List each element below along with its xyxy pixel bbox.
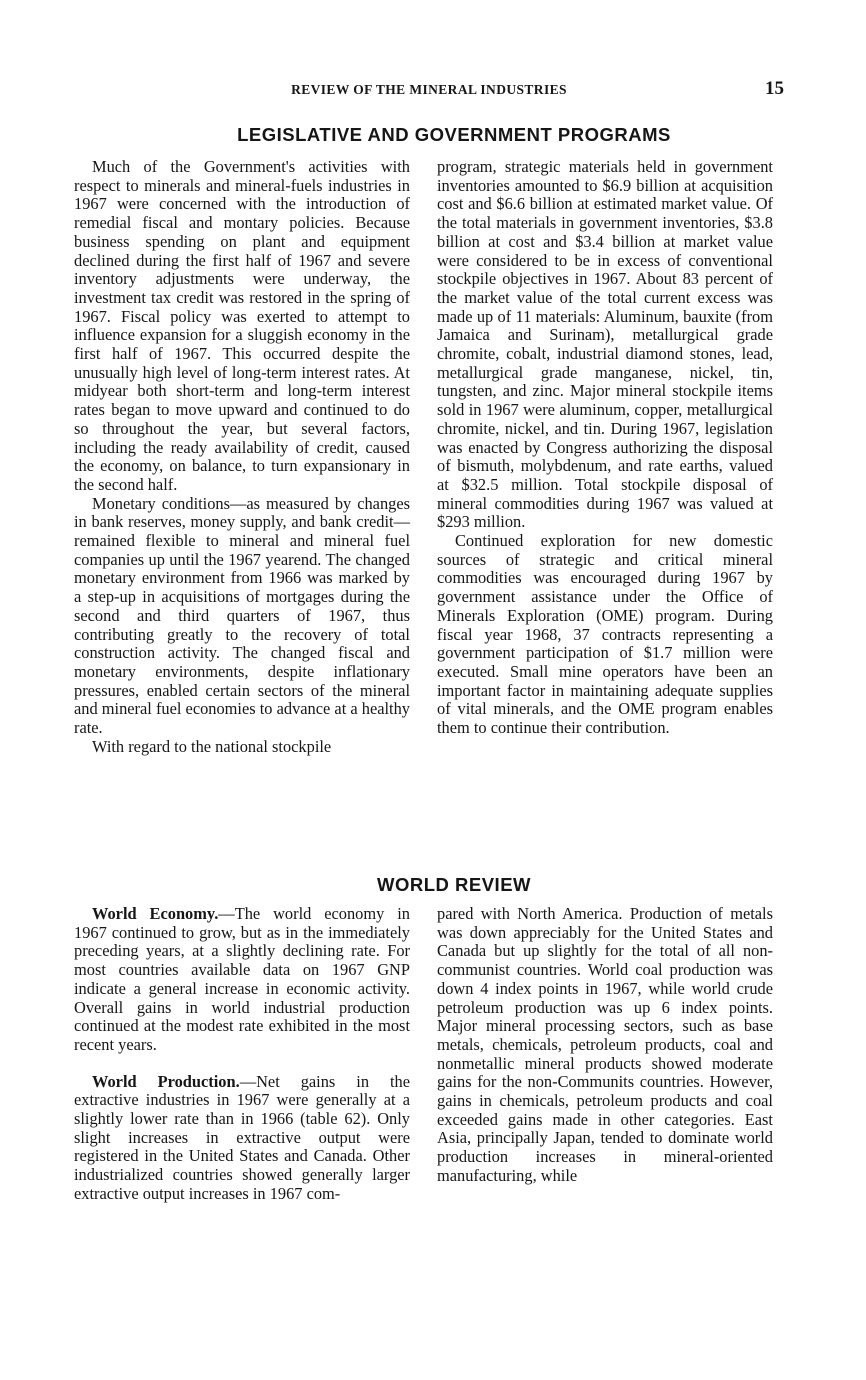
world-economy-paragraph (74, 905, 410, 1055)
world-production-runin: World Production. (92, 1071, 240, 1091)
legislative-paragraph-3-continued: program, strategic materials held in government inventories amounted to $6.9 billion at acquisition cost and $6.6 billion at estimated market value. Of the total materials in government inventories, $3.8 billion at cost and $3.4 billion at market value were considered to be in excess of conventional stockpile objectives in 1967. About 83 percent of the market value of the total current excess was made up of 11 materials: Aluminum, bauxite (from Jamaica and Surinam), metallurgical grade chromite, cobalt, industrial diamond stones, lead, metallurgical grade manganese, nickel, tin, tungsten, and zinc. Major mineral stockpile items sold in 1967 were aluminum, copper, metallurgical chromite, nickel, and tin. During 1967, legislation was enacted by Congress authorizing the disposal of bismuth, molybdenum, and rate earths, valued at $32.5 million. Total stockpile disposal of mineral commodities during 1967 was valued at $293 million. (437, 157, 773, 532)
running-head-title: REVIEW OF THE MINERAL INDUSTRIES (291, 82, 567, 97)
legislative-right-column (437, 158, 773, 738)
world-production-paragraph (74, 1073, 410, 1204)
legislative-paragraph-2: Monetary conditions—as measured by changes in bank reserves, money supply, and bank credit—remained flexible to mineral and mineral fuel companies up until the 1967 yearend. The changed monetary environment from 1966 was marked by a step-up in acquisitions of mortgages during the second and third quarters of 1967, thus contributing greatly to the recovery of total construction activity. The changed fiscal and monetary environments, despite inflationary pressures, enabled certain sectors of the mineral and mineral fuel economies to advance at a healthy rate. (74, 493, 410, 738)
world-review-heading: WORLD REVIEW (377, 874, 531, 895)
legislative-left-column (74, 158, 410, 757)
legislative-paragraph-1: Much of the Government's activities with respect to minerals and mineral-fuels industries in 1967 were concerned with the introduction of remedial fiscal and montary policies. Because business spending on plant and equipment declined during the first half of 1967 and severe inventory adjustments were underway, the investment tax credit was restored in the spring of 1967. Fiscal policy was exerted to attempt to influence expansion for a sluggish economy in the first half of 1967. This occurred despite the unusually high level of long-term interest rates. At midyear both short-term and long-term interest rates began to move upward and continued to do so throughout the year, but several factors, including the ready availability of credit, caused the economy, on balance, to turn expansionary in the second half. (74, 157, 410, 494)
world-production-text: —Net gains in the extractive industries in 1967 were generally at a slightly lower rate than in 1966 (table 62). Only slight increases in extractive output were registered in the United States and Canada. Other industrialized countries showed generally larger extractive output increases in 1967 com- (74, 1071, 410, 1203)
legislative-section-heading: LEGISLATIVE AND GOVERNMENT PROGRAMS (237, 124, 671, 145)
world-review-right-column (437, 905, 773, 1186)
page-number: 15 (765, 78, 784, 99)
running-head (74, 80, 784, 102)
legislative-paragraph-4: Continued exploration for new domestic sources of strategic and critical mineral commodities was encouraged during 1967 by government assistance under the Office of Minerals Exploration (OME) program. During fiscal year 1968, 37 contracts representing a government participation of $1.7 million were executed. Small mine operators have been an important factor in maintaining adequate supplies of vital minerals, and the OME program enables them to continue their contribution. (437, 531, 773, 738)
world-economy-text: —The world economy in 1967 continued to grow, but as in the immediately preceding years, at a slightly declining rate. For most countries available data on 1967 GNP indicate a general increase in economic activity. Overall gains in world industrial production continued at the modest rate exhibited in the most recent years. (74, 904, 410, 1054)
legislative-paragraph-3-start: With regard to the national stockpile (92, 736, 332, 756)
world-review-left-column (74, 905, 410, 1204)
world-production-continued: pared with North America. Production of metals was down appreciably for the United States and Canada but up slightly for the total of all non-communist countries. World coal production was down 4 index points in 1967, while world crude petroleum production was up 6 index points. Major mineral processing sectors, such as base metals, chemicals, petroleum products, coal and nonmetallic mineral products showed moderate gains for the non-Communits countries. However, gains in chemicals, petroleum products and coal exceeded gains made in other categories. East Asia, principally Japan, tended to dominate world production increases in mineral-oriented manufacturing, while (437, 904, 773, 1185)
world-economy-runin: World Economy. (92, 904, 219, 923)
